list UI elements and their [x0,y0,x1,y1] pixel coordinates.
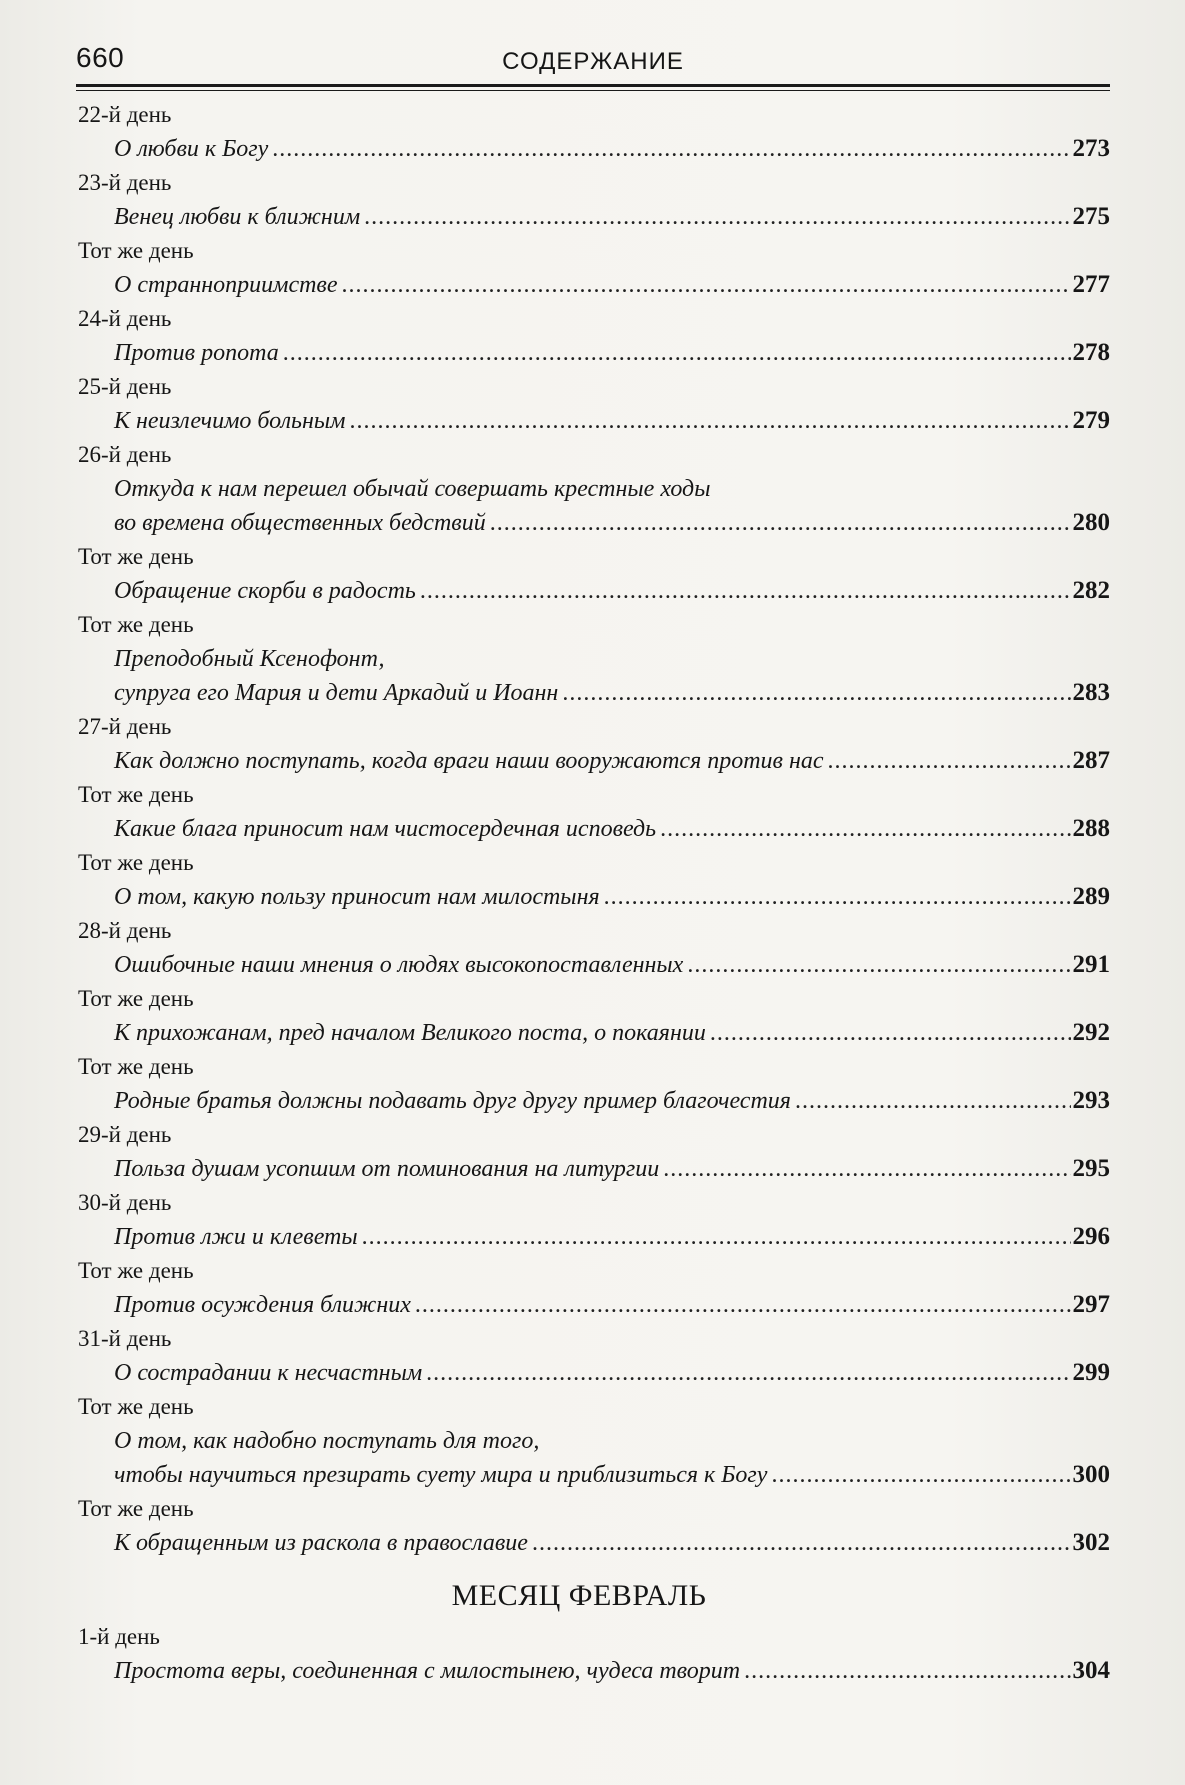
entry-title: О любви к Богу [114,136,269,162]
dot-leader [364,200,1070,234]
dot-leader [771,1458,1070,1492]
toc-entry [114,812,1110,846]
day-label: 26-й день [78,442,172,467]
toc-entry [114,132,1110,166]
running-head [76,38,1110,86]
day-label: 31-й день [78,1326,172,1351]
month-heading: МЕСЯЦ ФЕВРАЛЬ [451,1579,707,1612]
dot-leader [532,1526,1071,1560]
page-ref: 297 [1072,1291,1110,1318]
dot-leader [660,812,1070,846]
entry-title: Простота веры, соединенная с милостынею, чудеса творит [114,1658,741,1684]
toc-entry [114,1288,1110,1322]
entry-title: Против ропота [114,340,279,366]
entry-title: супруга его Мария и дети Аркадий и Иоанн [114,680,559,706]
day-label: Тот же день [78,782,194,807]
page-ref: 295 [1072,1155,1110,1182]
day-label: Тот же день [78,544,194,569]
entry-title: Польза душам усопшим от поминования на литургии [114,1156,660,1182]
day-label: 22-й день [78,102,172,127]
toc-entry [114,336,1110,370]
page-ref: 299 [1072,1359,1110,1386]
day-label: 1-й день [78,1624,160,1649]
toc-entry [114,1152,1110,1186]
entry-title: О странноприимстве [114,272,338,298]
entry-title: Ошибочные наши мнения о людях высокопоставленных [114,952,684,978]
day-label: 28-й день [78,918,172,943]
page-ref: 279 [1072,407,1110,434]
day-label: 24-й день [78,306,172,331]
entry-title: чтобы научиться презирать суету мира и приблизиться к Богу [114,1462,768,1488]
dot-leader [744,1654,1070,1688]
dot-leader [562,676,1070,710]
dot-leader [342,268,1071,302]
toc-entry [114,404,1110,438]
day-label: 30-й день [78,1190,172,1215]
toc-entry [114,744,1110,778]
page-ref: 288 [1072,815,1110,842]
header-rule-thin [76,90,1110,91]
dot-leader [283,336,1071,370]
entry-title: К неизлечимо больным [114,408,346,434]
dot-leader [795,1084,1071,1118]
page-ref: 300 [1072,1461,1110,1488]
day-label: Тот же день [78,1054,194,1079]
page-ref: 283 [1072,679,1110,706]
entry-title-line: О том, как надобно поступать для того, [114,1428,540,1454]
table-of-contents [78,98,1110,1688]
dot-leader [710,1016,1071,1050]
toc-entry [114,1016,1110,1050]
day-label: Тот же день [78,986,194,1011]
page-ref: 302 [1072,1529,1110,1556]
entry-title: К обращенным из раскола в православие [114,1530,528,1556]
day-label: Тот же день [78,850,194,875]
toc-entry [114,1220,1110,1254]
dot-leader [426,1356,1070,1390]
entry-title: К прихожанам, пред началом Великого поста, о покаянии [114,1020,706,1046]
day-label: 25-й день [78,374,172,399]
dot-leader [415,1288,1071,1322]
dot-leader [663,1152,1070,1186]
dot-leader [490,506,1071,540]
toc-entry [114,948,1110,982]
page-ref: 291 [1072,951,1110,978]
dot-leader [362,1220,1071,1254]
dot-leader [604,880,1071,914]
entry-title: Какие блага приносит нам чистосердечная исповедь [114,816,657,842]
page-ref: 280 [1072,509,1110,536]
toc-entry [114,574,1110,608]
entry-title-line: Откуда к нам перешел обычай совершать крестные ходы [114,476,711,502]
dot-leader [349,404,1070,438]
toc-entry [114,200,1110,234]
entry-title: во времена общественных бедствий [114,510,486,536]
entry-title: Против осуждения ближних [114,1292,411,1318]
page-ref: 292 [1072,1019,1110,1046]
toc-entry [114,472,1110,540]
entry-title: О сострадании к несчастным [114,1360,423,1386]
entry-title: Родные братья должны подавать друг другу пример благочестия [114,1088,791,1114]
entry-title: Венец любви к ближним [114,204,361,230]
toc-entry [114,1424,1110,1492]
toc-entry [114,1084,1110,1118]
page-number: 660 [76,42,125,73]
day-label: Тот же день [78,612,194,637]
dot-leader [272,132,1070,166]
page-ref: 277 [1072,271,1110,298]
toc-entry [114,1526,1110,1560]
dot-leader [828,744,1071,778]
dot-leader [687,948,1070,982]
page-ref: 278 [1072,339,1110,366]
page-ref: 275 [1072,203,1110,230]
entry-title: Обращение скорби в радость [114,578,416,604]
page-ref: 289 [1072,883,1110,910]
header-rule-thick [76,84,1110,87]
dot-leader [420,574,1071,608]
toc-entry [114,268,1110,302]
day-label: Тот же день [78,238,194,263]
section-title: СОДЕРЖАНИЕ [502,48,684,75]
day-label: Тот же день [78,1394,194,1419]
page-ref: 282 [1072,577,1110,604]
entry-title: Как должно поступать, когда враги наши вооружаются против нас [114,748,824,774]
entry-title: О том, какую пользу приносит нам милостыня [114,884,600,910]
page-ref: 273 [1072,135,1110,162]
day-label: Тот же день [78,1496,194,1521]
entry-title-line: Преподобный Ксенофонт, [114,646,385,672]
page-ref: 293 [1072,1087,1110,1114]
page-ref: 296 [1072,1223,1110,1250]
toc-entry [114,1356,1110,1390]
entry-title: Против лжи и клеветы [114,1224,358,1250]
day-label: 27-й день [78,714,172,739]
page-ref: 287 [1072,747,1110,774]
day-label: Тот же день [78,1258,194,1283]
page-ref: 304 [1072,1657,1110,1684]
toc-entry [114,1654,1110,1688]
toc-entry [114,642,1110,710]
day-label: 23-й день [78,170,172,195]
day-label: 29-й день [78,1122,172,1147]
toc-entry [114,880,1110,914]
